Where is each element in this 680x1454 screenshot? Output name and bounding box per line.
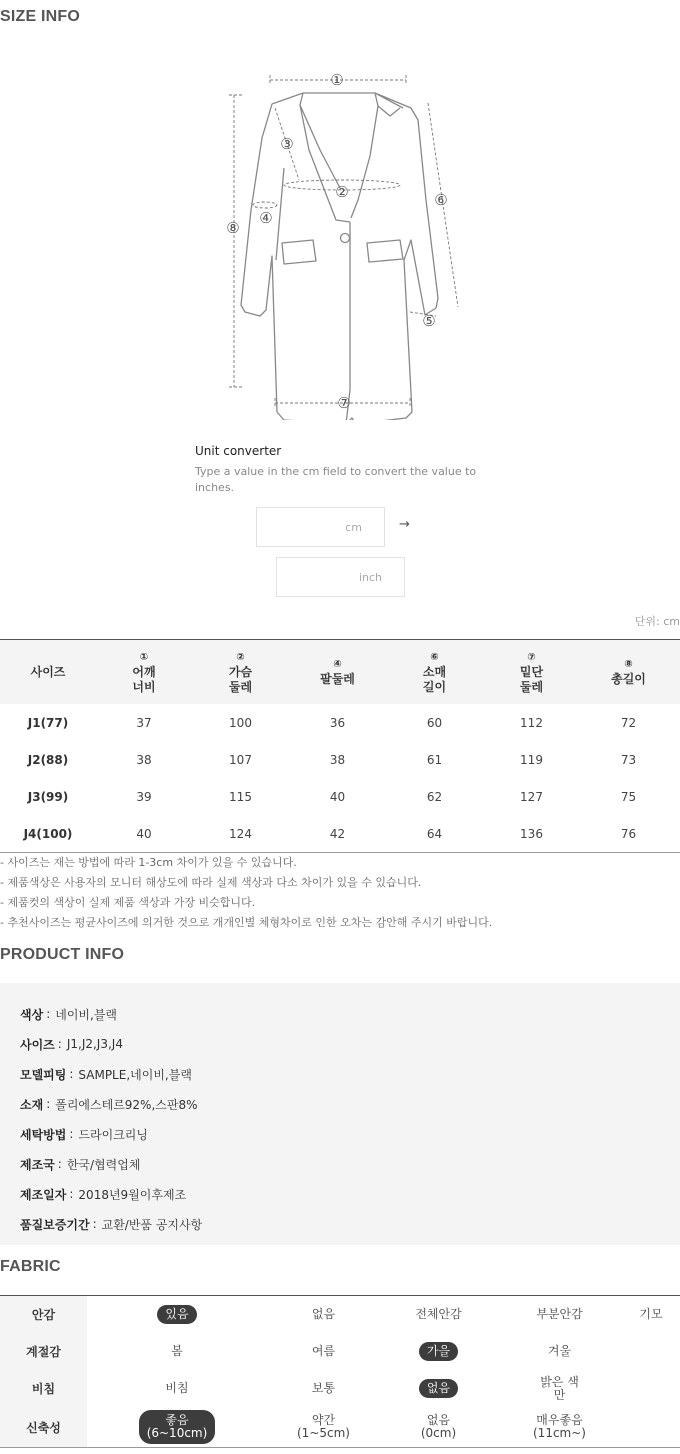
size-value-cell: 112: [520, 715, 543, 730]
size-value-cell: 60: [426, 715, 443, 730]
product-info-row: [20, 1029, 680, 1059]
size-value-cell: 40: [329, 789, 346, 804]
size-label-cell: J1(77): [27, 715, 69, 730]
fabric-option-cell: [622, 1305, 680, 1324]
note-line: - 제품컷의 색상이 실제 제품 색상과 가장 비슷합니다.: [0, 896, 256, 909]
size-notes: [0, 853, 492, 933]
size-table-header: [0, 640, 680, 704]
fabric-option-cell: [87, 1379, 267, 1398]
size-value-cell: 100: [229, 715, 252, 730]
size-info-title: SIZE INFO: [0, 8, 81, 25]
size-table-row: [0, 741, 680, 778]
size-value-cell: 64: [426, 826, 443, 841]
header-length: ⑧ 총길이: [611, 659, 646, 686]
size-value-cell: 76: [620, 826, 637, 841]
fabric-option-cell: [497, 1305, 622, 1324]
diagram-marker-4: ④: [259, 209, 273, 227]
fabric-option-cell: [380, 1379, 497, 1398]
coat-size-diagram: [0, 60, 680, 420]
fabric-option: 기모: [639, 1307, 663, 1321]
diagram-marker-3: ③: [280, 135, 294, 153]
size-label-cell: J2(88): [27, 752, 69, 767]
product-info-value: J1,J2,J3,J4: [66, 1037, 123, 1051]
size-value-cell: 115: [229, 789, 252, 804]
header-shoulder: ① 어깨 너비: [132, 651, 156, 694]
note-line: - 추천사이즈는 평균사이즈에 의거한 것으로 개개인별 체형차이로 인한 오차는 감안해 주시기 바랍니다.: [0, 916, 493, 929]
cm-unit-label: cm: [345, 520, 362, 534]
fabric-row-label: 계절감: [0, 1333, 87, 1370]
fabric-option: 봄: [171, 1344, 183, 1358]
product-info-row: [20, 1059, 680, 1089]
fabric-option-selected: 없음: [419, 1379, 458, 1398]
size-value-cell: 38: [136, 752, 152, 767]
product-info-separator: :: [46, 1097, 51, 1111]
diagram-marker-6: ⑥: [434, 191, 448, 209]
fabric-option-cell: [622, 1349, 680, 1355]
fabric-row: [0, 1407, 680, 1447]
product-info-title: PRODUCT INFO: [0, 946, 125, 963]
fabric-option: [643, 1386, 659, 1392]
unit-converter-description: Type a value in the cm field to convert the value to inches.: [195, 465, 477, 494]
header-arm: ④ 팔둘레: [320, 659, 355, 686]
product-info-separator: :: [69, 1067, 74, 1081]
fabric-option: 전체안감: [415, 1307, 462, 1321]
product-info-separator: :: [69, 1127, 74, 1141]
fabric-option-cell: [497, 1372, 622, 1406]
size-value-cell: 39: [136, 789, 152, 804]
product-info-value: SAMPLE,네이비,블랙: [78, 1067, 192, 1082]
fabric-option: 매우좋음 (11cm~): [533, 1413, 586, 1440]
fabric-option-cell: [622, 1424, 680, 1430]
size-table-row: [0, 778, 680, 815]
product-info-separator: :: [46, 1007, 51, 1021]
fabric-option: 여름: [311, 1344, 336, 1358]
fabric-row-label: 비침: [0, 1370, 87, 1407]
product-info-row: [20, 1179, 680, 1209]
fabric-option-cell: [622, 1386, 680, 1392]
inch-unit-label: inch: [358, 570, 382, 584]
fabric-option: [643, 1349, 659, 1355]
fabric-option: 보통: [311, 1381, 336, 1395]
product-info-label: 품질보증기간: [20, 1217, 90, 1232]
fabric-option-cell: [497, 1410, 622, 1444]
product-info-separator: :: [92, 1217, 97, 1231]
size-value-cell: 73: [620, 752, 637, 767]
fabric-option: 밝은 색 만: [540, 1374, 579, 1402]
fabric-option-cell: [380, 1305, 497, 1324]
product-info-value: 폴리에스테르92%,스판8%: [55, 1097, 198, 1112]
diagram-marker-7: ⑦: [337, 394, 351, 412]
product-info-separator: :: [69, 1187, 74, 1201]
size-value-cell: 136: [520, 826, 543, 841]
inch-field[interactable]: [276, 557, 405, 597]
note-line: - 제품색상은 사용자의 모니터 해상도에 따라 실제 색상과 다소 차이가 있을 수 있습니다.: [0, 876, 422, 889]
fabric-option-cell: [267, 1305, 380, 1324]
size-value-cell: 62: [426, 789, 443, 804]
diagram-marker-1: ①: [330, 71, 344, 89]
product-info-value: 드라이크리닝: [78, 1127, 148, 1142]
header-size: 사이즈: [30, 664, 66, 679]
size-value-cell: 124: [229, 826, 252, 841]
fabric-title: FABRIC: [0, 1258, 61, 1275]
fabric-option: 없음: [311, 1307, 336, 1321]
product-info-label: 사이즈: [20, 1037, 55, 1052]
fabric-option-cell: [497, 1342, 622, 1361]
size-value-cell: 72: [620, 715, 637, 730]
fabric-option-selected: 가을: [419, 1342, 458, 1361]
unit-note: 단위: cm: [634, 615, 680, 628]
fabric-row: [0, 1370, 680, 1407]
size-table-row: [0, 815, 680, 852]
arrow-right-icon: →: [399, 517, 410, 532]
fabric-row-label: 안감: [0, 1296, 87, 1333]
header-sleeve: ⑥ 소매 길이: [422, 651, 447, 694]
header-chest: ② 가슴 둘레: [228, 651, 253, 694]
product-info-separator: :: [57, 1157, 62, 1171]
fabric-option: [643, 1424, 659, 1430]
product-info-panel: [0, 983, 680, 1245]
fabric-option: 겨울: [547, 1344, 572, 1358]
size-value-cell: 36: [329, 715, 346, 730]
fabric-option-selected: 좋음 (6~10cm): [139, 1410, 216, 1444]
fabric-option-cell: [87, 1305, 267, 1324]
unit-converter-title: Unit converter: [195, 444, 282, 458]
product-info-row: [20, 1089, 680, 1119]
size-value-cell: 38: [329, 752, 346, 767]
size-value-cell: 75: [620, 789, 637, 804]
product-info-separator: :: [57, 1037, 62, 1051]
cm-field[interactable]: [256, 507, 385, 547]
fabric-option-cell: [87, 1410, 267, 1444]
product-info-value: 교환/반품 공지사항: [101, 1217, 203, 1232]
fabric-option: 비침: [165, 1381, 189, 1395]
size-value-cell: 107: [229, 752, 252, 767]
size-value-cell: 61: [426, 752, 443, 767]
size-table-row: [0, 704, 680, 741]
fabric-option-cell: [267, 1379, 380, 1398]
fabric-option: 약간 (1~5cm): [297, 1413, 350, 1440]
fabric-row-label: 신축성: [0, 1407, 87, 1447]
fabric-option-cell: [380, 1410, 497, 1444]
product-info-label: 제조국: [20, 1157, 55, 1172]
fabric-table: [0, 1295, 680, 1448]
diagram-marker-2: ②: [335, 183, 349, 201]
size-value-cell: 40: [136, 826, 152, 841]
fabric-option-cell: [380, 1342, 497, 1361]
fabric-option-selected: 있음: [157, 1305, 196, 1324]
product-info-value: 한국/협력업체: [66, 1157, 141, 1172]
fabric-row: [0, 1333, 680, 1370]
note-line: - 사이즈는 재는 방법에 따라 1-3cm 차이가 있을 수 있습니다.: [0, 856, 297, 869]
size-value-cell: 42: [329, 826, 346, 841]
fabric-option: 부분안감: [536, 1307, 583, 1321]
product-info-label: 세탁방법: [20, 1127, 67, 1142]
size-label-cell: J3(99): [27, 789, 69, 804]
diagram-marker-5: ⑤: [422, 312, 436, 330]
diagram-marker-8: ⑧: [226, 219, 240, 237]
product-info-label: 제조일자: [20, 1187, 67, 1202]
fabric-option-cell: [267, 1342, 380, 1361]
size-value-cell: 119: [520, 752, 543, 767]
product-info-label: 소재: [20, 1097, 44, 1112]
size-value-cell: 127: [520, 789, 543, 804]
header-hem: ⑦ 밑단 둘레: [519, 651, 544, 694]
product-info-row: [20, 999, 680, 1029]
product-info-label: 모델피팅: [20, 1067, 67, 1082]
fabric-option-cell: [87, 1342, 267, 1361]
product-info-value: 2018년9월이후제조: [78, 1187, 187, 1202]
product-info-row: [20, 1119, 680, 1149]
size-value-cell: 37: [136, 715, 152, 730]
product-info-value: 네이비,블랙: [55, 1007, 118, 1022]
size-table: [0, 639, 680, 853]
fabric-row: [0, 1296, 680, 1333]
product-info-row: [20, 1209, 680, 1239]
product-info-row: [20, 1149, 680, 1179]
size-label-cell: J4(100): [23, 826, 73, 841]
fabric-option: 없음 (0cm): [420, 1413, 457, 1440]
product-info-label: 색상: [20, 1007, 44, 1022]
fabric-option-cell: [267, 1410, 380, 1444]
